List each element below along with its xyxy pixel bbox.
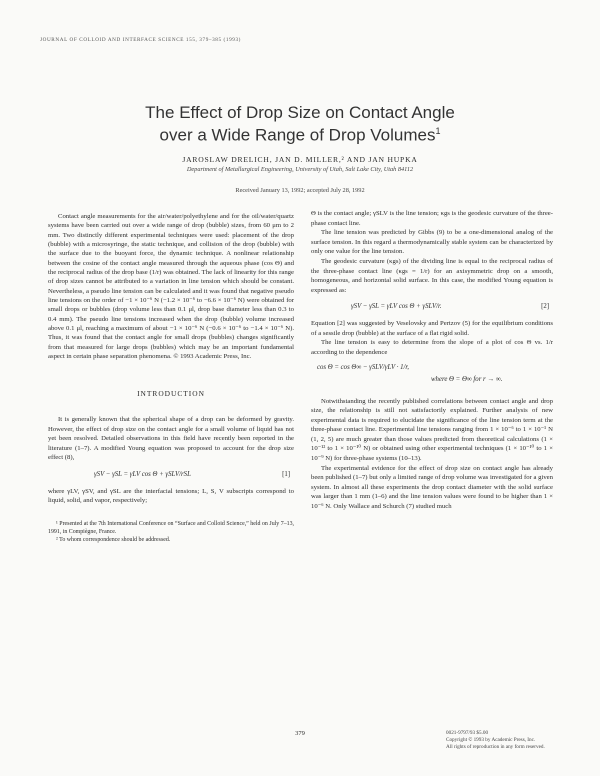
equation-number: [2] — [541, 303, 549, 311]
equation-2 — [311, 302, 553, 312]
article-title — [0, 103, 600, 145]
title-line: The Effect of Drop Size on Contact Angle — [145, 103, 455, 122]
right-column — [311, 209, 553, 512]
footnote: ² To whom correspondence should be addressed. — [56, 536, 171, 543]
received-dates: Received January 13, 1992; accepted July 28, 1992 — [235, 187, 365, 194]
body-paragraph: Notwithstanding the recently published correlations between contact angle and drop size, the relationship is still not satisfactorily explained. Further analysis of new experimental data is required to elucidate the significance of the line tension term at the three-phase contact line. Experimental line tensions ranging from 1 × 10⁻⁶ to 1 × 10⁻¹ N (1, 2, 5) are much greater than those values predicted from theoretical calculations (1 × 10⁻¹² to 1 × 10⁻¹⁰ N) or obtained using other experimental techniques (1 × 10⁻¹⁰ to 1 × 10⁻⁹ N) for three-phase systems (10–13). — [311, 397, 553, 463]
body-paragraph: The experimental evidence for the effect of drop size on contact angle has already been published (1–7) but only a limited range of drop volume was investigated for a given system. In almost all these experiments the drop contact diameter with the solid surface was larger than 1 mm (1–6) and the line tension values were found to be higher than 1 × 10⁻⁶ N. Only Wallace and Schurch (7) studied much — [311, 464, 553, 511]
copyright-line: Copyright © 1993 by Academic Press, Inc. — [446, 737, 536, 743]
title-line: over a Wide Range of Drop Volumes$^1$ — [159, 125, 441, 145]
section-heading: INTRODUCTION — [137, 388, 205, 398]
intro-paragraph: where γLV, γSV, and γSL are the interfacial tensions; L, S, V subscripts correspond to liquid, solid, and vapor, respectively; — [48, 487, 294, 505]
equation-3-condition: where Θ = Θ∞ for r → ∞. — [431, 375, 503, 383]
equation-expression: γSV − γSL = γLV cos Θ + γSLV/r. — [351, 303, 442, 311]
journal-header: JOURNAL OF COLLOID AND INTERFACE SCIENCE 155, 379–385 (1993) — [40, 37, 241, 43]
footnotes — [48, 520, 294, 544]
page-number: 379 — [295, 730, 305, 737]
body-paragraph: Equation [2] was suggested by Veselovsky and Pertzov (5) for the equilibrium conditions of a sessile drop (bubble) at the surface of a flat rigid solid. — [311, 319, 553, 337]
footnote: ¹ Presented at the 7th International Conference on “Surface and Colloid Science,” held on July 7–13, 1991, in Compiègne, France. — [48, 520, 294, 535]
equation-expression: γSV − γSL = γLV cos Θ + γSLV/rSL — [94, 471, 191, 479]
affiliation: Department of Metallurgical Engineering, University of Utah, Salt Lake City, Utah 84112 — [186, 166, 414, 173]
equation-3: cos Θ = cos Θ∞ − γSLV/γLV · 1/r, — [317, 364, 410, 372]
left-column — [48, 212, 294, 544]
body-paragraph: The line tension was predicted by Gibbs (9) to be a one-dimensional analog of the surface tension. In this regard a thermodynamically stable system can be characterized by only one value for the line tension. — [311, 229, 553, 256]
title-footnote-mark: 1 — [435, 126, 441, 136]
copyright-line: All rights of reproduction in any form reserved. — [446, 744, 545, 750]
copyright-line: 0021-9797/93 $5.00 — [446, 730, 489, 736]
copyright-notice — [446, 730, 576, 751]
body-paragraph: Θ is the contact angle; γSLV is the line tension; κgs is the geodesic curvature of the three-phase contact line. — [311, 210, 553, 227]
authors: JAROSLAW DRELICH, JAN D. MILLER,² AND JAN HUPKA — [182, 155, 418, 164]
abstract: Contact angle measurements for the air/water/polyethylene and for the oil/water/quartz systems have been carried out over a wide range of drop (bubble) sizes, from 60 μm to 2 mm. Two distinctly different experimental techniques were used: placement of the drop (bubble) with a microsyringe, the static technique, and collision of the drop (bubble) with the surface due to the buoyant force, the dynamic technique. A nonlinear relationship between the cosine of the contact angle measured through the aqueous phase (cos Θ) and the reciprocal radius of the drop base (1/r) was obtained. The lack of linearity for this range of drop sizes cannot be attributed to a variation in line tension which should be constant. Nevertheless, a pseudo line tension can be calculated and it was found that negative pseudo line tensions on the order of −1 × 10⁻⁶ N (−1.2 × 10⁻⁶ to −6.6 × 10⁻⁶ N) were obtained for small drops or bubbles (drop volume less than 0.1 μl, drop base diameter less than 0.3 to 0.4 mm). The pseudo line tensions increased when the drop (bubble) volume increased above 0.1 μl, reaching a maximum of about −1 × 10⁻⁶ N (−0.6 × 10⁻⁶ to −1.4 × 10⁻⁶ N). Thus, it was found that the contact angle for small drops (bubbles) changes significantly from that measured for large drops (bubbles) which may be an important fundamental aspect in certain phase separation phenomena. © 1993 Academic Press, Inc. — [48, 213, 294, 361]
equation-1 — [48, 470, 294, 480]
body-paragraph: The geodesic curvature (κgs) of the dividing line is equal to the reciprocal radius of the three-phase contact line (κgs = 1/r) for an axisymmetric drop on a smooth, homogeneous, and horizontal solid surface. In this case, the modified Young equation is expressed as: — [311, 257, 553, 294]
intro-paragraph: It is generally known that the spherical shape of a drop can be deformed by gravity. However, the effect of drop size on the contact angle for a small volume of liquid has not yet been resolved. Detailed observations in this field have recently been reported in the literature (1–7). A modified Young equation was proposed to account for the drop size effect (8), — [48, 416, 294, 462]
body-paragraph: The line tension is easy to determine from the slope of a plot of cos Θ vs. 1/r according to the dependence — [311, 339, 553, 356]
equation-number: [1] — [282, 471, 290, 479]
